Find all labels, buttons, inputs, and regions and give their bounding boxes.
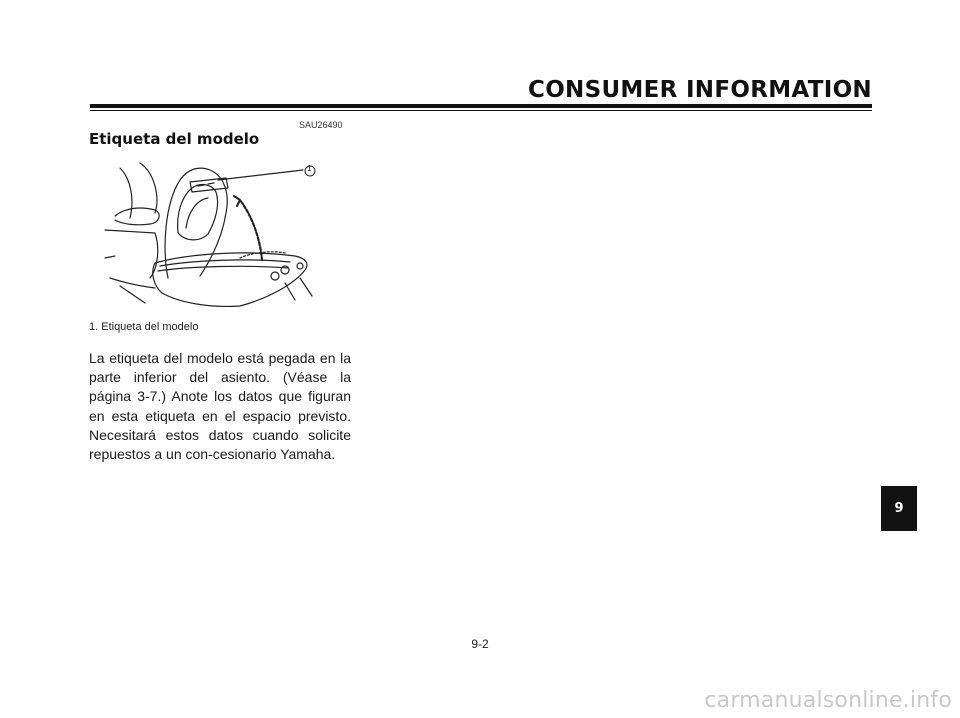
chapter-tab xyxy=(881,486,917,531)
body-text: La etiqueta del modelo está pegada en la parte inferior del asiento. (Véase la página 3-7.) Anote los datos que figuran en esta etiqueta en el espacio previsto. Necesitará estos datos cuando solicite repuestos a un con-cesionario Yamaha. xyxy=(89,350,351,463)
page-number: 9-2 xyxy=(471,637,489,651)
figure-caption: 1. Etiqueta del modelo xyxy=(89,321,199,333)
page-header-title: CONSUMER INFORMATION xyxy=(528,77,872,103)
section-code: SAU26490 xyxy=(299,120,343,130)
header-rule-thick xyxy=(90,104,872,108)
header-rule-thin xyxy=(90,110,872,111)
body-paragraph xyxy=(89,349,351,464)
watermark: carmanualsonline.info xyxy=(704,688,952,713)
chapter-tab-number: 9 xyxy=(894,501,904,516)
section-heading: Etiqueta del modelo xyxy=(89,130,260,148)
callout-number: 1 xyxy=(307,164,312,173)
scooter-seat-illustration xyxy=(100,158,330,318)
